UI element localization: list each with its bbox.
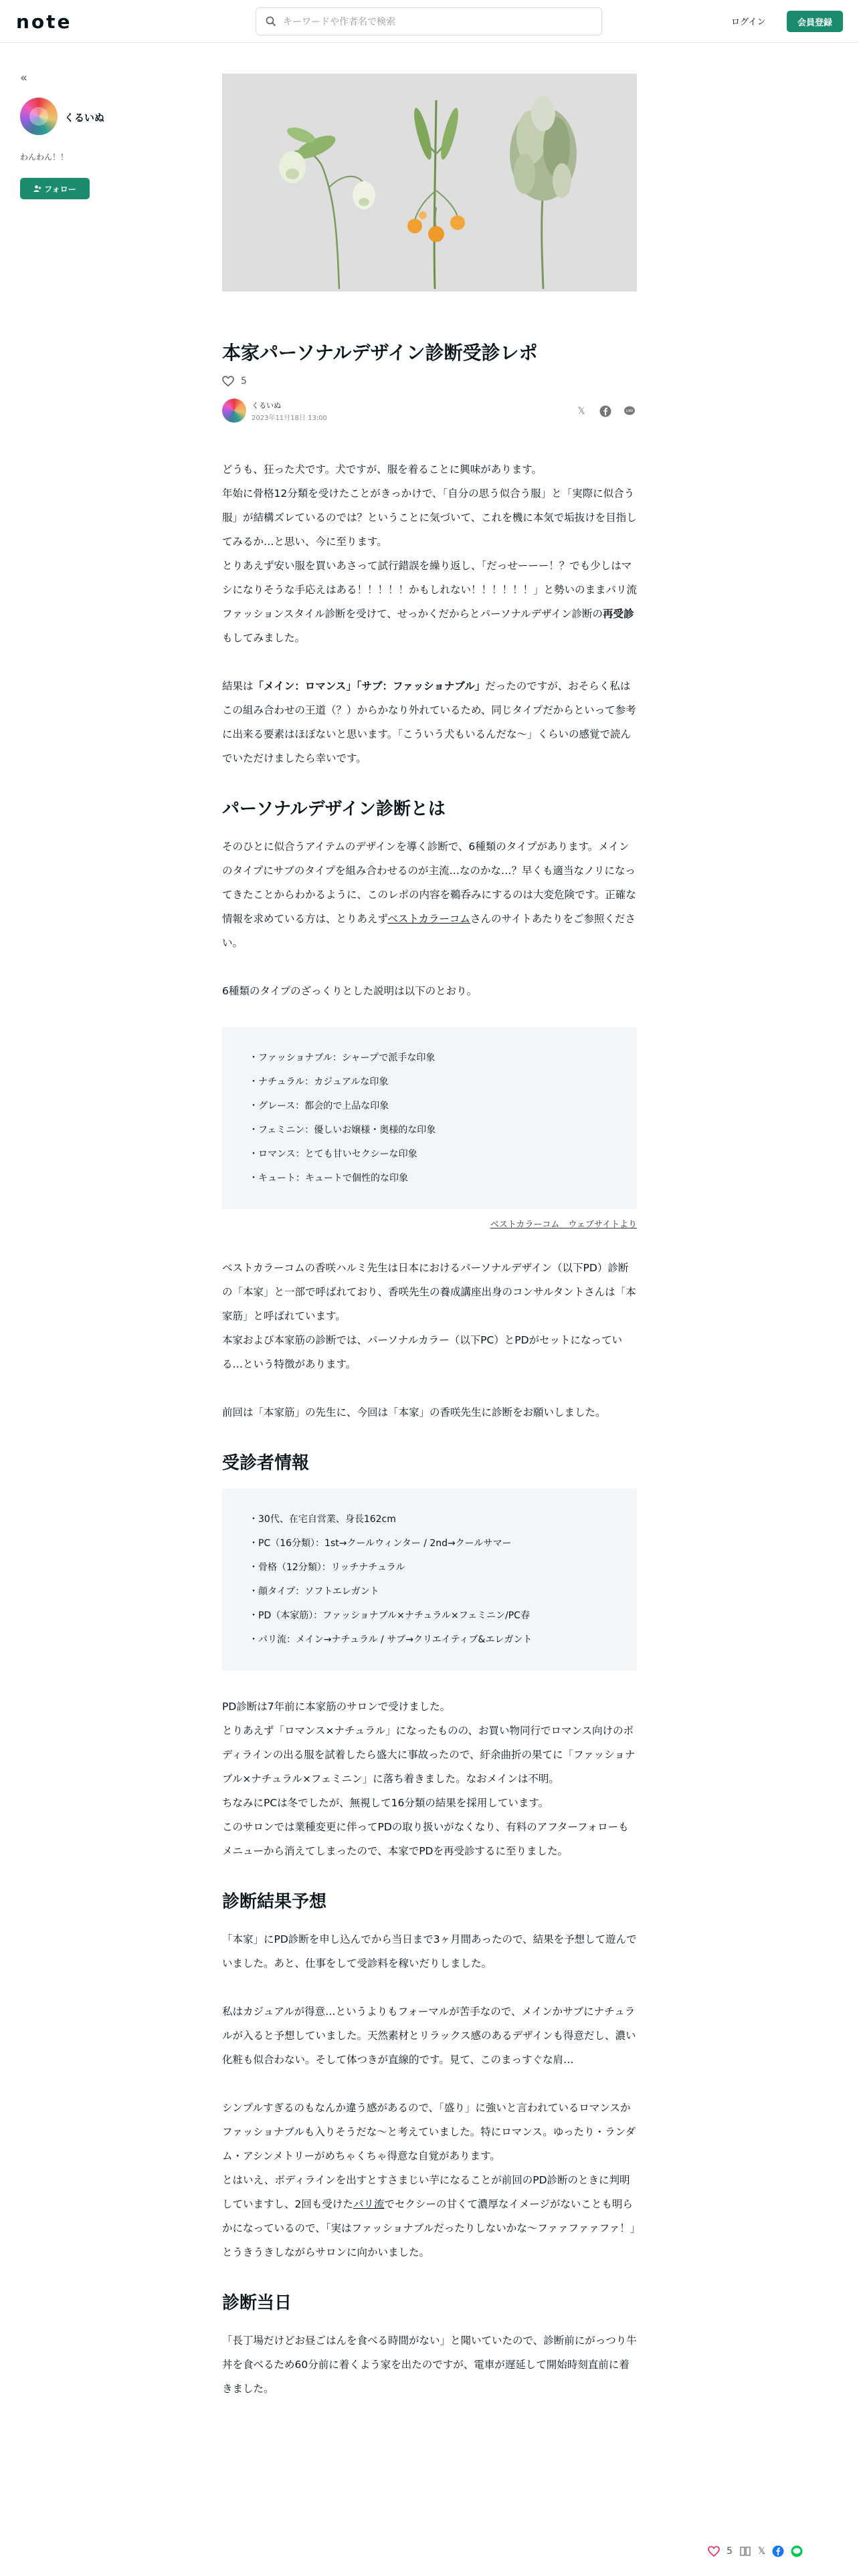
like-count[interactable]: 5: [241, 376, 247, 387]
author-name-small[interactable]: くるいぬ: [252, 401, 281, 411]
paragraph: シンプルすぎるのもなんか違う感があるので、「盛り」に強いと言われているロマンスかファッショナブルも入りそうだな〜と考えていました。特にロマンス。ゆったり・ランダム・アシンメトリーがめちゃくちゃ得意な自覚があります。 とはいえ、ボディラインを出すとすさまじい芋になることが前回のPD診断のときに判明していますし、2回も受けたパリ流でセクシーの甘くて濃厚なイメージがないことも明らかになっているので、「実はファッショナブルだったりしないかな〜ファァファァファ！」とうきうきしながらサロンに向かいました。: [222, 2101, 636, 2258]
header-image: [222, 74, 637, 292]
like-row: [222, 376, 637, 387]
section-heading: パーソナルデザイン診断とは: [222, 799, 446, 820]
list-item: ・30代、在宅自営業、身長162cm: [249, 1513, 396, 1525]
intro-line: とりあえず安い服を買いあさって試行錯誤を繰り返し、「だっせーーー！？でも少しはマシになりそうな手応えはある！！！！！かもしれない！！！！！！」と勢いのままパリ流ファッションスタイル診断を受けて、せっかくだからとパーソナルデザイン診断の再受診もしてみました。: [222, 560, 638, 645]
list-item: ・PC（16分類）：1st→クールウィンター / 2nd→クールサマー: [249, 1537, 512, 1549]
list-item: ・ファッショナブル：シャープで派手な印象: [249, 1053, 436, 1064]
botanical-illustration: [222, 74, 637, 292]
intro-line: 年始に骨格12分類を受けたことがきっかけで、「自分の思う似合う服」と「実際に似合う服」が結構ズレているのでは？ということに気づいて、これを機に本気で垢抜けを目指してみるか…と思い、今に至ります。: [222, 488, 637, 548]
list-item: ・骨格（12分類）：リッチナチュラル: [249, 1562, 405, 1573]
intro-line: どうも、狂った犬です。犬ですが、服を着ることに興味があります。: [222, 463, 543, 476]
paragraph: そのひとに似合うアイテムのデザインを導く診断で、6種類のタイプがあります。メインのタイプにサブのタイプを組み合わせるのが主流…なのかな…？早くも適当なノリになってきたことからわかるように、このレポの内容を鵜呑みにするのは大変危険です。正確な情報を求めている方は、とりあえずベストカラーコムさんのサイトあたりをご参照ください。: [222, 841, 636, 950]
search-input[interactable]: [256, 7, 602, 35]
x-logo-icon[interactable]: 𝕏: [577, 406, 585, 417]
follow-label: フォロー: [44, 184, 76, 194]
login-link[interactable]: ログイン: [731, 17, 766, 27]
paragraph: ベストカラーコムの香咲ハルミ先生は日本におけるパーソナルデザイン（以下PD）診断の「本家」と一部で呼ばれており、香咲先生の養成講座出身のコンサルタントさんは「本家筋」と呼ばれています。 本家および本家筋の診断では、パーソナルカラー（以下PC）とPDがセットになっている…という特徴があります。: [222, 1262, 636, 1371]
note-logo[interactable]: note: [16, 11, 72, 33]
paris-style-link[interactable]: パリ流: [353, 2197, 385, 2210]
paragraph: 私はカジュアルが得意…というよりもフォーマルが苦手なので、メインかサブにナチュラルが入ると予想していました。天然素材とリラックス感のあるデザインも得意だし、濃い化粧も似合わない。そして体つきが直線的です。見て、このまっすぐな肩…: [222, 2005, 636, 2066]
article-body: [222, 457, 637, 2400]
author-name[interactable]: くるいぬ: [64, 112, 105, 124]
paragraph: 「長丁場だけどお昼ごはんを食べる時間がない」と聞いていたので、診断前にがっつり牛丼を食べるため60分前に着くよう家を出たのですが、電車が遅延して開始時刻直前に着きました。: [222, 2334, 637, 2395]
author-avatar[interactable]: [20, 98, 58, 135]
list-item: ・フェミニン：優しいお嬢様・奥様的な印象: [249, 1125, 436, 1136]
double-chevron-left-icon[interactable]: «: [20, 71, 28, 85]
heart-icon[interactable]: [222, 376, 234, 387]
search-placeholder: キーワードや作者名で検索: [283, 17, 395, 27]
facebook-icon[interactable]: [598, 404, 613, 419]
line-icon[interactable]: [622, 404, 637, 419]
intro-paragraph: [222, 457, 637, 650]
site-header: [0, 0, 859, 43]
signup-button[interactable]: 会員登録: [787, 11, 843, 32]
paragraph: 前回は「本家筋」の先生に、今回は「本家」の香咲先生に診断をお願いしました。: [222, 1406, 606, 1419]
list-item: ・パリ流：メイン→ナチュラル / サブ→クリエイティブ&エレガント: [249, 1634, 533, 1645]
author-avatar-small[interactable]: [222, 399, 246, 423]
list-item: ・PD（本家筋）：ファッショナブル×ナチュラル×フェミニン/PC春: [249, 1610, 530, 1621]
article-title: 本家パーソナルデザイン診断受診レポ: [222, 342, 538, 364]
author-info: [222, 399, 637, 425]
facebook-icon[interactable]: [772, 2545, 784, 2557]
list-item: ・キュート：キュートで個性的な印象: [249, 1173, 408, 1184]
author-bio: わんわん！！: [20, 152, 69, 162]
paragraph: 6種類のタイプのざっくりとした説明は以下のとおり。: [222, 985, 478, 998]
paragraph: 「本家」にPD診断を申し込んでから当日まで3ヶ月間あったので、結果を予想して遊んでいました。あと、仕事をして受診料を稼いだりしました。: [222, 1933, 637, 1969]
section-heading: 受診者情報: [222, 1453, 310, 1474]
types-quote: [222, 1027, 637, 1209]
paragraph: PD診断は7年前に本家筋のサロンで受けました。 とりあえず「ロマンス×ナチュラル」になったものの、お買い物同行でロマンス向けのボディラインの出る服を試着したら盛大に事故ったので、紆余曲折の果てに「ファッショナブル×ナチュラル×フェミニン」に落ち着きました。なおメインは不明。 ちなみにPCは冬でしたが、無視して16分類の結果を採用しています。 このサロンでは業種変更に伴ってPDの取り扱いがなくなり、有料のアフターフォローもメニューから消えてしまったので、本家でPDを再受診するに至りました。: [222, 1700, 636, 1857]
quote-source-link[interactable]: ベストカラーコム ウェブサイトより: [490, 1220, 637, 1230]
svg-text:LINE: LINE: [626, 409, 634, 414]
result-paragraph: 結果は「メイン：ロマンス」「サブ：ファッショナブル」だったのですが、おそらく私はこの組み合わせの王道（？）からかなり外れているため、同じタイプだからといって参考に出来る要素はほぼないと思います。「こういう犬もいるんだな〜」くらいの感覚で読んでいただけましたら幸いです。: [222, 680, 636, 765]
magazine-icon[interactable]: [739, 2545, 751, 2557]
list-item: ・グレース：都会的で上品な印象: [249, 1101, 389, 1112]
floating-action-bar: [708, 2545, 803, 2557]
list-item: ・顔タイプ：ソフトエレガント: [249, 1586, 379, 1597]
x-logo-icon[interactable]: 𝕏: [757, 2546, 766, 2557]
follow-button[interactable]: [20, 178, 90, 199]
profile-quote: [222, 1489, 637, 1671]
heart-icon[interactable]: [708, 2546, 720, 2557]
line-icon[interactable]: [791, 2545, 803, 2557]
list-item: ・ロマンス：とても甘いセクシーな印象: [249, 1149, 417, 1160]
section-heading: 診断当日: [222, 2292, 292, 2313]
list-item: ・ナチュラル：カジュアルな印象: [249, 1077, 389, 1088]
share-buttons: [574, 404, 637, 419]
person-add-icon: [33, 185, 41, 193]
bestcolor-link[interactable]: ベストカラーコム: [387, 913, 470, 926]
article: [222, 74, 637, 2401]
search-icon: [266, 16, 276, 27]
section-heading: 診断結果予想: [222, 1891, 327, 1912]
publish-date: 2023年11月18日 13:00: [252, 415, 327, 423]
like-count[interactable]: 5: [727, 2546, 733, 2557]
